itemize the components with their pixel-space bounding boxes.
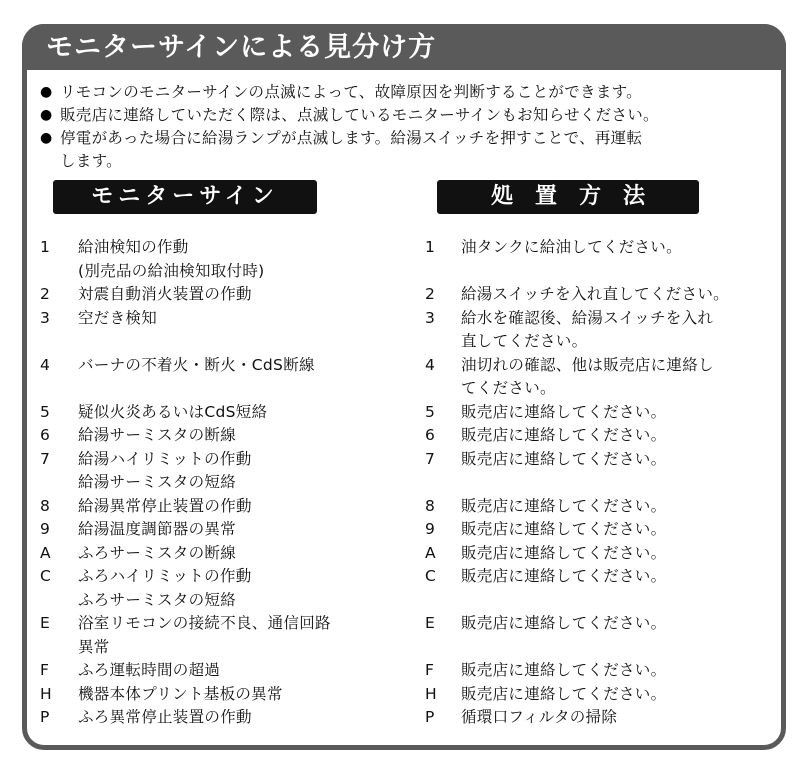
sign-code: 8 <box>40 496 51 515</box>
item-text <box>78 424 236 448</box>
remedy-header: 処置方法 <box>437 180 699 214</box>
item-line: 異常 <box>78 637 110 656</box>
sign-code: 5 <box>425 402 436 421</box>
item-line: 循環口フィルタの掃除 <box>461 708 618 726</box>
item-line: バーナの不着火・断火・CdS断線 <box>78 355 315 374</box>
item-text <box>78 283 252 307</box>
item-text <box>461 307 713 354</box>
item-line: 販売店に連絡してください。 <box>461 496 667 515</box>
item-text <box>78 542 236 566</box>
item-text <box>78 706 252 730</box>
intro-line <box>40 105 780 125</box>
sign-code: 4 <box>40 355 51 374</box>
item-line: 販売店に連絡してください。 <box>461 567 667 585</box>
sign-code: 7 <box>425 449 436 468</box>
item-text <box>461 283 729 307</box>
page-title: モニターサインによる見分け方 <box>46 32 437 63</box>
item-text <box>461 495 666 519</box>
item-text <box>461 401 666 425</box>
sign-code: 3 <box>40 308 51 327</box>
item-text <box>78 518 236 542</box>
sign-code: 9 <box>40 520 51 538</box>
item-text <box>78 236 265 283</box>
item-line: 給湯サーミスタの短絡 <box>78 473 237 491</box>
item-line: 疑似火炎あるいはCdS短絡 <box>78 402 268 421</box>
item-line: 販売店に連絡してください。 <box>461 402 667 421</box>
sign-code: C <box>425 567 437 585</box>
sign-code: A <box>425 543 436 562</box>
sign-code: P <box>40 708 50 726</box>
item-line: 給油検知の作動 <box>78 238 189 256</box>
item-line: 浴室リモコンの接続不良、通信回路 <box>78 614 331 632</box>
sign-code: P <box>425 708 435 726</box>
item-line: 販売店に連絡してください。 <box>461 684 667 703</box>
item-text <box>78 683 283 707</box>
sign-code: E <box>40 614 51 632</box>
item-text <box>78 307 157 331</box>
item-line: 給湯温度調節器の異常 <box>78 520 237 538</box>
intro-line <box>40 82 780 102</box>
item-text <box>461 354 714 401</box>
intro-text: します。 <box>60 152 122 170</box>
item-line: (別売品の給油検知取付時) <box>78 261 265 280</box>
item-line: 販売店に連絡してください。 <box>461 543 667 562</box>
intro-notes <box>40 82 780 174</box>
item-text <box>78 354 315 378</box>
item-line: 対震自動消火装置の作動 <box>78 285 252 303</box>
bullet-icon: ● <box>40 130 53 146</box>
item-text <box>78 401 267 425</box>
sign-code: A <box>40 543 51 562</box>
item-line: 販売店に連絡してください。 <box>461 449 667 468</box>
item-text <box>461 706 617 730</box>
sign-code: 9 <box>425 520 436 538</box>
item-text <box>461 518 666 542</box>
sign-code: C <box>40 567 52 585</box>
item-text <box>461 236 682 260</box>
item-text <box>461 683 666 707</box>
sign-code: F <box>425 661 435 679</box>
item-text <box>78 612 331 659</box>
intro-line <box>40 128 780 148</box>
sign-code: 1 <box>40 238 51 256</box>
item-line: ふろ異常停止装置の作動 <box>78 708 252 726</box>
item-text <box>78 659 220 683</box>
item-line: 販売店に連絡してください。 <box>461 520 667 538</box>
sign-code: 3 <box>425 308 436 327</box>
item-line: ふろハイリミットの作動 <box>78 567 252 585</box>
intro-text: リモコンのモニターサインの点滅によって、故障原因を判断することができます。 <box>60 83 642 101</box>
item-line: ふろサーミスタの短絡 <box>78 590 237 609</box>
item-line: 空だき検知 <box>78 308 158 327</box>
item-text <box>461 424 666 448</box>
sign-code: 4 <box>425 355 436 374</box>
item-text <box>461 565 666 589</box>
item-text <box>461 659 666 683</box>
intro-text: 販売店に連絡していただく際は、点滅しているモニターサインもお知らせください。 <box>60 106 659 124</box>
sign-code: H <box>40 684 52 703</box>
item-line: てください。 <box>461 379 556 397</box>
item-line: 販売店に連絡してください。 <box>461 661 667 679</box>
sign-code: 6 <box>425 426 436 444</box>
item-line: ふろサーミスタの断線 <box>78 543 237 562</box>
sign-code: F <box>40 661 50 679</box>
item-line: 給湯スイッチを入れ直してください。 <box>461 285 729 303</box>
item-text <box>78 565 252 612</box>
item-line: 販売店に連絡してください。 <box>461 426 667 444</box>
sign-code: 2 <box>40 285 51 303</box>
item-line: 油タンクに給油してください。 <box>461 238 682 256</box>
sign-code: H <box>425 684 437 703</box>
item-text <box>461 542 666 566</box>
item-line: 機器本体プリント基板の異常 <box>78 684 283 703</box>
item-line: 給湯ハイリミットの作動 <box>78 449 252 468</box>
sign-code: 7 <box>40 449 51 468</box>
sign-code: 5 <box>40 402 51 421</box>
bullet-icon: ● <box>40 107 53 123</box>
sign-code: 8 <box>425 496 436 515</box>
item-line: 油切れの確認、他は販売店に連絡し <box>461 355 714 374</box>
item-text <box>461 448 666 472</box>
item-line: 直してください。 <box>461 332 588 350</box>
item-line: 給水を確認後、給湯スイッチを入れ <box>461 308 714 327</box>
item-text <box>78 448 252 495</box>
sign-code: 6 <box>40 426 51 444</box>
sign-code: E <box>425 614 436 632</box>
item-line: 給湯異常停止装置の作動 <box>78 496 252 515</box>
intro-text: 停電があった場合に給湯ランプが点滅します。給湯スイッチを押すことで、再運転 <box>60 129 643 147</box>
item-text <box>78 495 252 519</box>
intro-line <box>40 151 780 171</box>
sign-code: 2 <box>425 285 436 303</box>
item-text <box>461 612 666 636</box>
item-line: ふろ運転時間の超過 <box>78 661 221 679</box>
item-line: 販売店に連絡してください。 <box>461 614 667 632</box>
bullet-icon: ● <box>40 84 53 100</box>
item-line: 給湯サーミスタの断線 <box>78 426 237 444</box>
monitor-sign-header: モニターサイン <box>53 180 317 214</box>
sign-code: 1 <box>425 238 436 256</box>
